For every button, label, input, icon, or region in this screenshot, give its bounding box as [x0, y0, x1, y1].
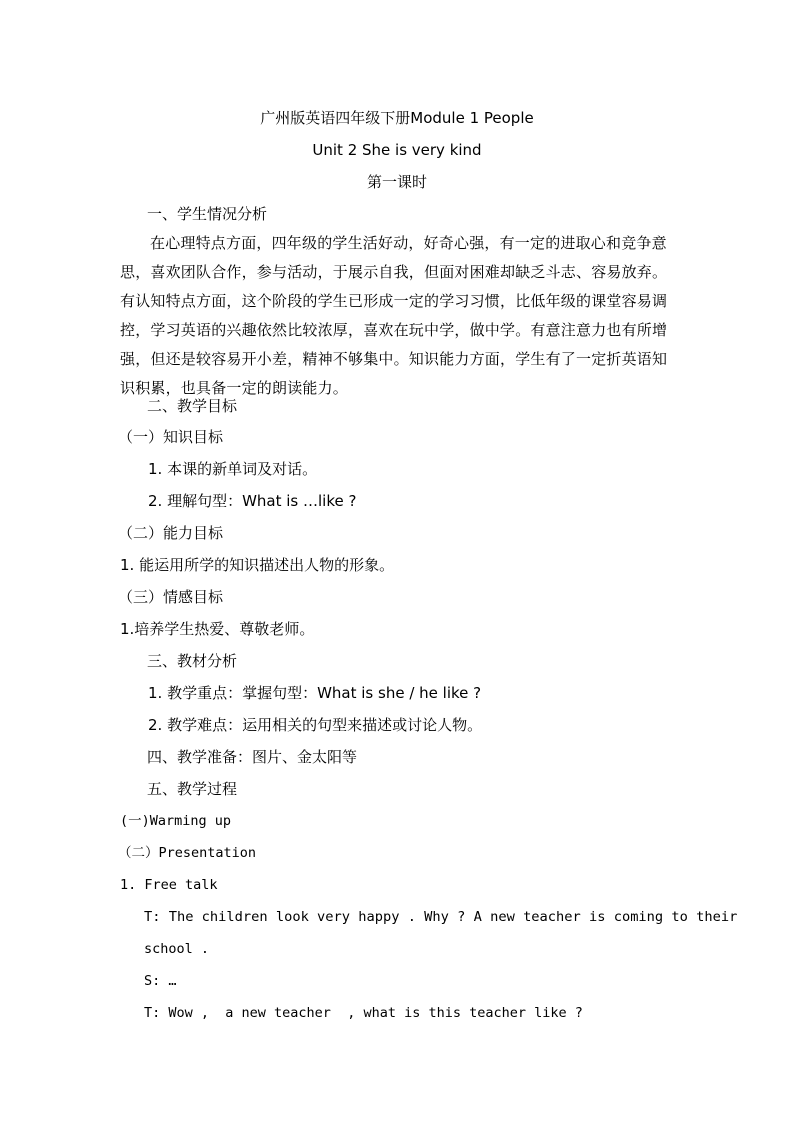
material-item-2: 2. 教学难点：运用相关的句型来描述或讨论人物。: [148, 716, 483, 734]
section-heading-material: 三、教材分析: [147, 652, 238, 670]
student-analysis-paragraph: 在心理特点方面，四年级的学生活好动，好奇心强，有一定的进取心和竞争意思，喜欢团队合作，参与活动，于展示自我，但面对困难却缺乏斗志、容易放弃。有认知特点方面，这个阶段的学生已形成一定的学习习惯，比低年级的课堂容易调控，学习英语的兴趣依然比较浓厚，喜欢在玩中学，做中学。有意注意力也有所增强，但还是较容易开小差，精神不够集中。知识能力方面，学生有了一定折英语知识积累，也具备一定的朗读能力。: [120, 234, 668, 397]
dialogue-line: T: The children look very happy . Why ? A new teacher is coming to their: [144, 909, 738, 925]
step-warming-up: (一)Warming up: [120, 813, 232, 829]
dialogue-line: school .: [144, 941, 210, 957]
unit-title: Unit 2 She is very kind: [312, 141, 482, 159]
free-talk-heading: 1. Free talk: [120, 877, 218, 893]
dialogue-line: T: Wow , a new teacher , what is this teacher like ?: [144, 1005, 583, 1021]
knowledge-item-1: 1. 本课的新单词及对话。: [148, 460, 318, 478]
step-presentation: （二）Presentation: [118, 845, 257, 861]
lesson-title: 第一课时: [366, 173, 427, 191]
document-title: 广州版英语四年级下册Module 1 People: [260, 109, 534, 127]
knowledge-item-2: 2. 理解句型：What is …like ?: [148, 492, 357, 510]
section-heading-student-analysis: 一、学生情况分析: [147, 205, 268, 223]
dialogue-line: S: …: [144, 973, 177, 989]
ability-item-1: 1. 能运用所学的知识描述出人物的形象。: [120, 556, 395, 574]
section-heading-objectives: 二、教学目标: [147, 397, 238, 415]
subheading-knowledge: （一）知识目标: [118, 428, 224, 446]
subheading-emotion: （三）情感目标: [118, 588, 224, 606]
section-heading-preparation: 四、教学准备：图片、金太阳等: [147, 748, 358, 766]
material-item-1: 1. 教学重点：掌握句型：What is she / he like ?: [148, 684, 482, 702]
section-heading-process: 五、教学过程: [147, 780, 238, 798]
subheading-ability: （二）能力目标: [118, 524, 224, 542]
emotion-item-1: 1.培养学生热爱、尊敬老师。: [120, 620, 315, 638]
